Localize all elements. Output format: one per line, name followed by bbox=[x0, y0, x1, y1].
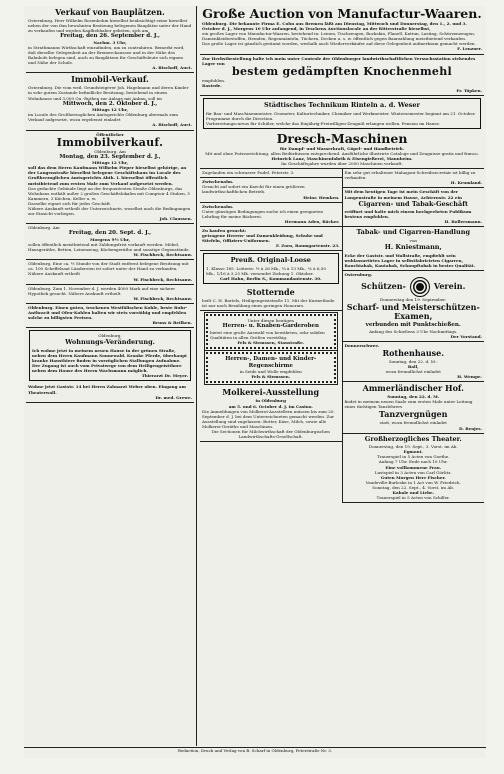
ad-place: Rastede. bbox=[202, 82, 222, 88]
ad-title: Tabak- und Cigarren-Handlung bbox=[356, 228, 471, 237]
ad-place: Donnerschwee. bbox=[344, 342, 380, 348]
ad-title: Verkauf von Bauplätzen. bbox=[55, 7, 165, 17]
ad-body: eröffnet und halte mich einem hochgeehrten Publikum bestens empfohlen. bbox=[344, 209, 472, 220]
ad-kleidung bbox=[200, 227, 342, 251]
ad-title: Zu kaufen gesucht: bbox=[202, 228, 247, 234]
ad-body: Im Geschäftsjahre wurden über 2000 Maschinen verkauft. bbox=[281, 161, 403, 167]
ad-body: Der Zugang ist auch vom Privatwege von dem Heiligengeistthore neben dem Hause des Herrn Wachsmann möglich. bbox=[32, 363, 182, 374]
ad-grewe bbox=[26, 383, 194, 402]
ad-wohnungs-veraenderung bbox=[29, 330, 191, 381]
ad-pretitle: von bbox=[409, 237, 417, 243]
ad-body: Die Anmeldungen von Molkerei-Ausstellern müssen bis zum 20. September d. J. bei dem Unterzeichneten gemacht werden. Zur Ausstellung sind zugelassen: Butter, Käse, Milch, sowie alle Molkerei-Geräthe und Maschinen. bbox=[202, 408, 335, 429]
ad-body: Ich wohne jetzt in meinem neuen Hause in der grünen Straße, neben dem Herrn Kaufmann Sonnewald. Kranke Pferde, überhaupt kranke Hausthiere finden in vorzüglichen Stallungen Aufnahme. bbox=[32, 347, 187, 364]
ad-title: Dresch-Maschinen bbox=[276, 130, 408, 146]
ad-title: Wohnungs-Veränderung. bbox=[65, 338, 155, 347]
ad-body: Oldenburg. Zum 1. November d. J. werden 4000 Mark auf eine sichere Hypothek gesucht. Nähere Auskunft ertheilt bbox=[28, 285, 175, 296]
ad-body: in Strathmanns Wirthschaft einzufinden, um zu contrahiren. Bemerkt wird, daß dieselbe Gelegenheit an der Bremerchaussee und in der Nähe des Bahnhofs belegen sind, auch zu Bauplätzen für Geschäftsleute sich eignen und Nähe der Schule. bbox=[28, 44, 185, 66]
ad-date: Montag, den 23. September d. J., bbox=[59, 153, 161, 160]
ad-title: Große Auction von Manufactur-Waaren. bbox=[202, 6, 482, 21]
ad-signature: A. Bischoff, Auct. bbox=[152, 122, 192, 128]
ad-auction-manufactur bbox=[200, 6, 484, 55]
ad-date: Donnerstag, den 19. Sept., 3. Vorst. im Ab. bbox=[368, 444, 458, 450]
ad-body: Ein sehr gut erhaltener Mahagoni-Schreibsecretair ist billig zu verkaufen. bbox=[344, 170, 476, 181]
ad-signature: Thierarzt Dr. Meyer. bbox=[141, 373, 188, 379]
ad-title: Städtisches Technikum Rinteln a. d. Weser bbox=[264, 101, 420, 110]
ad-body: Anfang des Schießens 3 Uhr Nachmittags. bbox=[369, 328, 458, 334]
ad-body: soll das dem Herrn Kaufmann Wilhelm Pieper hieselbst gehörige, an der Langenstraße hieselbst belegene Geschäftshaus im Locale des Großherzoglichen Amtsgerichts Abth. I. hierselbst öffentlich meistbietend zum ersten Male zum Verkauf aufgesetzt werden. bbox=[28, 165, 187, 186]
column-divider bbox=[196, 6, 197, 746]
ad-date: Freitag, den 20. Sept. d. J., bbox=[68, 230, 152, 237]
ad-title: Scharf- und Meisterschützen-Examen, bbox=[346, 302, 480, 321]
ad-signature: F. Zorn, Baumgartenstr. 23. bbox=[275, 243, 340, 249]
ad-body: Oldenburg. Die bekannte Firma E. Cohn aus Bremen läßt am Dienstag, Mittwoch und Donnerstag, den 1., 2. und 3. October d. J., Morgens 10 Uhr anfangend, in Teschens Auctionslocale an der Ritterstraße hieselbst, bbox=[202, 21, 467, 32]
ad-bauplaetze bbox=[26, 6, 194, 73]
ad-body: Sonntag, den 22. d. M.: bbox=[388, 358, 438, 364]
ad-technikum bbox=[203, 98, 481, 129]
ad-body: Donnerstag den 19. September: bbox=[380, 296, 447, 302]
ad-signature: H. Bollersmann. bbox=[444, 219, 482, 225]
ad-signature: Fr. Töpken. bbox=[456, 87, 482, 93]
ad-signature: W. Fischbeck, Rechtsanw. bbox=[133, 252, 192, 258]
ad-hypothek bbox=[26, 285, 194, 304]
ad-body: Oldenburg. Eine ca. ½ Stunde von der Stadt entfernt belegene Besitzung mit ca. 100 Scheffelsaat Ländereien ist sofort unter der Hand zu verkaufen. Nähere Auskunft ertheilt bbox=[28, 261, 189, 277]
ad-body: Das gedachte Gebäude liegt an der frequentesten Straße Oldenburgs, das Wohnhaus enthält außer 2 großen Geschäftslokalen mit Comptoir 4 Stuben, 5 Kammern, 3 Küchen, Keller u. w. bbox=[28, 185, 190, 201]
ad-body: Lustspiel in 3 Acten von Carl Görlitz. bbox=[374, 469, 452, 475]
ad-subtitle: Ball, bbox=[407, 363, 419, 369]
ad-subtitle: Tanzvergnügen bbox=[379, 409, 448, 420]
ad-body: Osternburg. Herr Wilhelm Rosenbohm hieselbst beabsichtigt seine hieselbst neben der von ihm bewohnten Besitzung belegenen Bauplätze unter der Hand zu verkaufen und werden Kaufliebhaber gebeten, sich am bbox=[28, 18, 192, 34]
ad-signature: H. Wempe. bbox=[457, 374, 482, 380]
ad-title: Großherzogliches Theater. bbox=[364, 434, 462, 443]
ad-date: Sonntag, den 22. d. M. bbox=[387, 394, 440, 400]
ad-title: Herren- u. Knaben-Garderoben bbox=[222, 323, 319, 330]
ad-body: Gesucht auf sofort ein Knecht für einen größeren landwirthschaftlichen Betrieb. bbox=[202, 184, 305, 195]
ad-body: Trauerspiel in 5 Acten von Schiller. bbox=[376, 495, 450, 501]
ad-title: Rothenhause. bbox=[382, 347, 445, 358]
ad-body: Mit dem heutigen Tage ist mein Geschäft von der Langenstraße in meinem Hause, Achternstr. 22 ein bbox=[344, 189, 462, 200]
sub-column-right bbox=[343, 169, 485, 503]
ad-title: Verein. bbox=[433, 281, 466, 292]
two-column-section bbox=[200, 169, 484, 503]
ad-title-row bbox=[345, 277, 483, 297]
ad-body: Vaudeville-Burleske in 1 Act von W. Friedrich. bbox=[365, 479, 461, 485]
ad-title: Preuß. Original-Loose bbox=[230, 256, 311, 265]
ad-signature: Der Vorstand. bbox=[450, 333, 482, 339]
ad-time: Morgens 9½ Uhr, bbox=[90, 236, 130, 242]
ad-body: Dasselbe eignet sich für jedes Geschäft. bbox=[28, 200, 112, 206]
ad-body: Oldenburg. Einen guten, trockenen Westfälischen Kohle, beste Ruhr-Anthracit und Ofen-Kohlen halten wir stets vorräthig und empfehlen solche zu billigsten Preisen. bbox=[28, 304, 188, 321]
ad-signature: Joh. Claussen. bbox=[159, 216, 192, 222]
ad-body: Unter günstigen Bedingungen suche ich einen geeigneten Lehrling für meine Bäckerei. bbox=[202, 208, 324, 219]
ad-besitzung bbox=[26, 260, 194, 284]
ad-title: Cigarren- und Tabak-Geschäft bbox=[358, 199, 468, 208]
ad-rothenhause bbox=[343, 342, 485, 382]
ad-body: Wohne jetzt Gaststr. 14 bei Herrn Zahnarzt Weber oben. Eingang am Theaterwall. bbox=[28, 384, 186, 395]
ad-knecht bbox=[200, 178, 342, 202]
ad-theater bbox=[343, 434, 485, 504]
newspaper-page bbox=[24, 6, 486, 758]
ad-pudel bbox=[200, 169, 342, 178]
ad-title: Stotternde bbox=[246, 287, 295, 298]
ad-stotternde bbox=[200, 286, 342, 311]
ad-body: Anfang 7 Uhr. Ende nach 10 Uhr. bbox=[378, 459, 448, 465]
left-column bbox=[26, 6, 194, 403]
ad-title: Immobilverkauf. bbox=[56, 135, 164, 149]
ad-firm: Heinrich Lanz, Maschinenfabrik & Eisengießerei, Mannheim. bbox=[271, 156, 413, 161]
ad-molkerei bbox=[200, 386, 342, 442]
ad-signature: Carl Hahn, Berlin S., Kommandantenstr. 30. bbox=[219, 276, 322, 282]
ad-body: sollen öffentlich meistbietend mit Zahlungsfrist verkauft werden: Möbel, Hausgeräthe, Betten, Leinenzeug, Küchengeräthe und sonstige Gegenstände. bbox=[28, 242, 190, 253]
ad-subtitle: für Dampf- und Wasserkraft, Göpel- und Handbetrieb. bbox=[279, 145, 405, 151]
ad-title: Zwischenahn. bbox=[202, 203, 234, 209]
ad-dresch-maschinen bbox=[200, 131, 484, 169]
ad-signature: Dr. med. Grewe. bbox=[155, 394, 192, 400]
ad-ammerlaendischer-hof bbox=[343, 382, 485, 433]
ad-signature: Heinr. Hemken. bbox=[303, 194, 340, 200]
ad-body: Nähere Auskunft ertheilt der Unterzeichnete, woselbst auch die Bedingungen zur Einsicht vorliegen. bbox=[28, 206, 191, 217]
ad-play: Kabale und Liebe. bbox=[392, 489, 434, 495]
ad-body: bietet eine große Auswahl von bewährten, sehr soliden Qualitäten in allen Größen vorräthig. bbox=[210, 329, 325, 341]
ad-body: für Bau- und Maschinenmeister, Geometer, Kulturtechniker, Chemiker und Werkmeister. Wintersemester beginnt am 21. October. Programme durch die Direction. bbox=[206, 110, 476, 121]
ad-body: im Locale des Großherzoglichen Amtsgerichts Oldenburg abermals zum Verkauf aufgesetzt, wozu ergebenst einladet bbox=[28, 112, 178, 123]
sub-column-left bbox=[200, 169, 343, 503]
ad-signature: D. Renjes. bbox=[458, 425, 482, 431]
ad-body: Ecke der Gaststr. und Wallstraße, empfiehlt sein wohlassortirtes Lager in selbstfabricirten Cigarren, Rauchtabak, Kautabak, Schnupftabak in bester Qualität. bbox=[344, 252, 476, 268]
ad-date: am 5. und 6. October d. J. im Casino. bbox=[228, 403, 313, 409]
ad-title: Immobil-Verkauf. bbox=[71, 74, 149, 85]
ad-subtitle: verbunden mit Punktschießen. bbox=[365, 322, 461, 328]
ad-place: Osternburg. bbox=[344, 271, 373, 277]
ad-signature: W. Fischbeck, Rechtsanw. bbox=[133, 276, 192, 282]
ad-signature: Hermann Aden, Bäcker. bbox=[284, 218, 340, 224]
ad-signature: Fels & Siemssen, Staustraße. bbox=[237, 340, 305, 346]
right-column bbox=[200, 6, 484, 503]
ad-date: Freitag, den 26. September d. J., bbox=[60, 33, 160, 40]
ad-date: Mittwoch, den 2. Oktober d. J., bbox=[62, 100, 158, 107]
ad-time: Nachm. 3 Uhr, bbox=[93, 39, 127, 45]
ad-immobil-verkauf bbox=[26, 73, 194, 130]
ad-place: in Oldenburg bbox=[255, 398, 286, 404]
ad-garderoben bbox=[206, 314, 336, 349]
ad-place: Oldenburg. Am bbox=[28, 225, 60, 231]
ad-time: Mittags 12 Uhr, bbox=[91, 107, 129, 113]
ad-tabak bbox=[343, 227, 485, 270]
ad-body: Unter diesen heutigen bbox=[247, 318, 295, 324]
ad-regenschirme bbox=[206, 352, 336, 383]
ad-body: 1. Klasse 185. Lotterie: ½ à 26 Mk., ¼ à 13 Mk., ⅛ à 6,50 Mk., 1/16 à 3,25 Mk. versendet Ziehung 1. Oktober. bbox=[206, 265, 326, 276]
ad-signature: H. Krumland. bbox=[450, 180, 482, 186]
ad-body: Zugelaufen ein schwarzer Pudel. Peterstr. 3. bbox=[202, 170, 295, 176]
ad-title: Ammerländischer Hof. bbox=[362, 383, 464, 394]
ad-title: Schützen- bbox=[361, 281, 406, 292]
ad-body: Mit und ohne Putzvorrichtung, allen Bedürfnissen entsprechend. Ausführliche illustrirte Cataloge und Zeugnisse gratis und franco. bbox=[205, 150, 479, 156]
ad-lehrling bbox=[200, 203, 342, 227]
ad-body: Trauerspiel in 5 Acten von Goethe. bbox=[377, 454, 450, 460]
ad-firm: H. Kniestmann, bbox=[384, 243, 442, 252]
imprint-footer: Redaction, Druck und Verlag von B. Scharf in Oldenburg, Peterstraße Nr. 3. bbox=[24, 747, 486, 753]
ad-play: Guten Morgen Herr Fischer. bbox=[380, 474, 446, 480]
ad-body: empfohlen. bbox=[202, 77, 226, 83]
ad-secretair bbox=[343, 169, 485, 188]
ad-body: wozu freundlichst einladet bbox=[385, 368, 441, 374]
ad-schuetzenverein bbox=[343, 271, 485, 342]
ad-body: Osternburg. Die vom weil. Grundsteigerer Joh. Hagelmann und deren Kinder in sehr gutem Zustande befindliche Besitzung, bestehend in einem Wohnhause und 3,000 Qu.-Ruthen zur Anlage mit Anbau, soll im bbox=[28, 85, 189, 101]
ad-title: Zwischenahn. bbox=[202, 179, 234, 185]
ad-body: heilt C. H. Bartels, Heiligengeiststraße 11. Mit der Kurmethode ist nur nach Bezahlung eines geringen Honorars. bbox=[202, 298, 335, 309]
ad-place: Oldenburg. Am bbox=[94, 148, 126, 154]
ad-body: Das große Lager ist gänzlich geräumt worden, weshalb auch Wiederverkäufer auf diese Gelegenheit aufmerksam gemacht werden. bbox=[202, 41, 476, 47]
ad-title: bestem gedämpften Knochenmehl bbox=[231, 64, 452, 78]
ad-body: Vorbereitungscursus für Schüler, welche das Einjährig-Freiwilligen-Zeugniß erlangen wollen. Pension im Hause. bbox=[206, 120, 441, 126]
ad-place: Oldenburg. bbox=[98, 333, 122, 339]
ad-signature: F. Lenzner. bbox=[457, 46, 482, 52]
ad-pretitle: Öffentlicher bbox=[96, 131, 124, 137]
ad-signature: W. Fischbeck, Rechtsanw. bbox=[133, 295, 192, 301]
ad-body: getragene Herren- und Damenkleidung, Schuhe und Stiefeln, Offiziers-Uniformen. bbox=[202, 233, 323, 244]
ad-immobilverkauf bbox=[26, 131, 194, 225]
ad-body: statt, wozu freundlichst einladet bbox=[379, 420, 447, 426]
ad-body: ein großes Lager von Manufactur-Waaren, bestehend in: Leinen, Tischzeugen, Buckskin, Flanell, Kattun, Lasting, Schürzenzeugen, Damenkleiderstoffen, Hemden, Regenmänteln, Tüchern, Decken u. s. w. öffentlich gegen Baarzahlung meistbietend verkaufen. bbox=[202, 31, 476, 42]
target-icon bbox=[410, 277, 430, 297]
ad-mobiliar bbox=[26, 224, 194, 260]
ad-cigarren bbox=[343, 188, 485, 227]
ad-signature: Bruns & Beilken. bbox=[152, 320, 192, 326]
ad-play: Eine vollkommene Frau. bbox=[385, 464, 442, 470]
ad-title: Molkerei-Ausstellung bbox=[222, 387, 320, 398]
ad-kohlen bbox=[26, 304, 194, 328]
ad-loose bbox=[203, 253, 339, 284]
ad-time: Mittags 12 Uhr, bbox=[91, 160, 129, 166]
ad-title: Herren-, Damen- und Kinder-Regenschirme bbox=[225, 356, 317, 369]
ad-body: Zur Herbstbestellung halte ich mein unter Controle der Oldenburger landwirthschaftlichen Versuchsstation stehendes Lager von bbox=[202, 55, 476, 66]
ad-signature: Fels & Siemssen. bbox=[251, 374, 291, 380]
ad-play: Egmont. bbox=[403, 449, 423, 455]
ad-body: Die Sectionen für Milchwirthschaft der Oldenburgischen Landwirthschafts-Gesellschaft. bbox=[211, 429, 330, 440]
ad-date: Sonntag, den 22. Sept., 4. Vorst. im Ab. bbox=[372, 484, 455, 490]
ad-body: findet in meinem neuen Saale zum ersten Male unter Leitung eines tüchtigen Tanzlehrers bbox=[344, 399, 473, 410]
ad-knochenmehl bbox=[200, 55, 484, 96]
ad-signature: A. Bischoff, Auct. bbox=[152, 65, 192, 71]
ad-body: in Seide und Wolle empfehlen bbox=[239, 369, 302, 375]
